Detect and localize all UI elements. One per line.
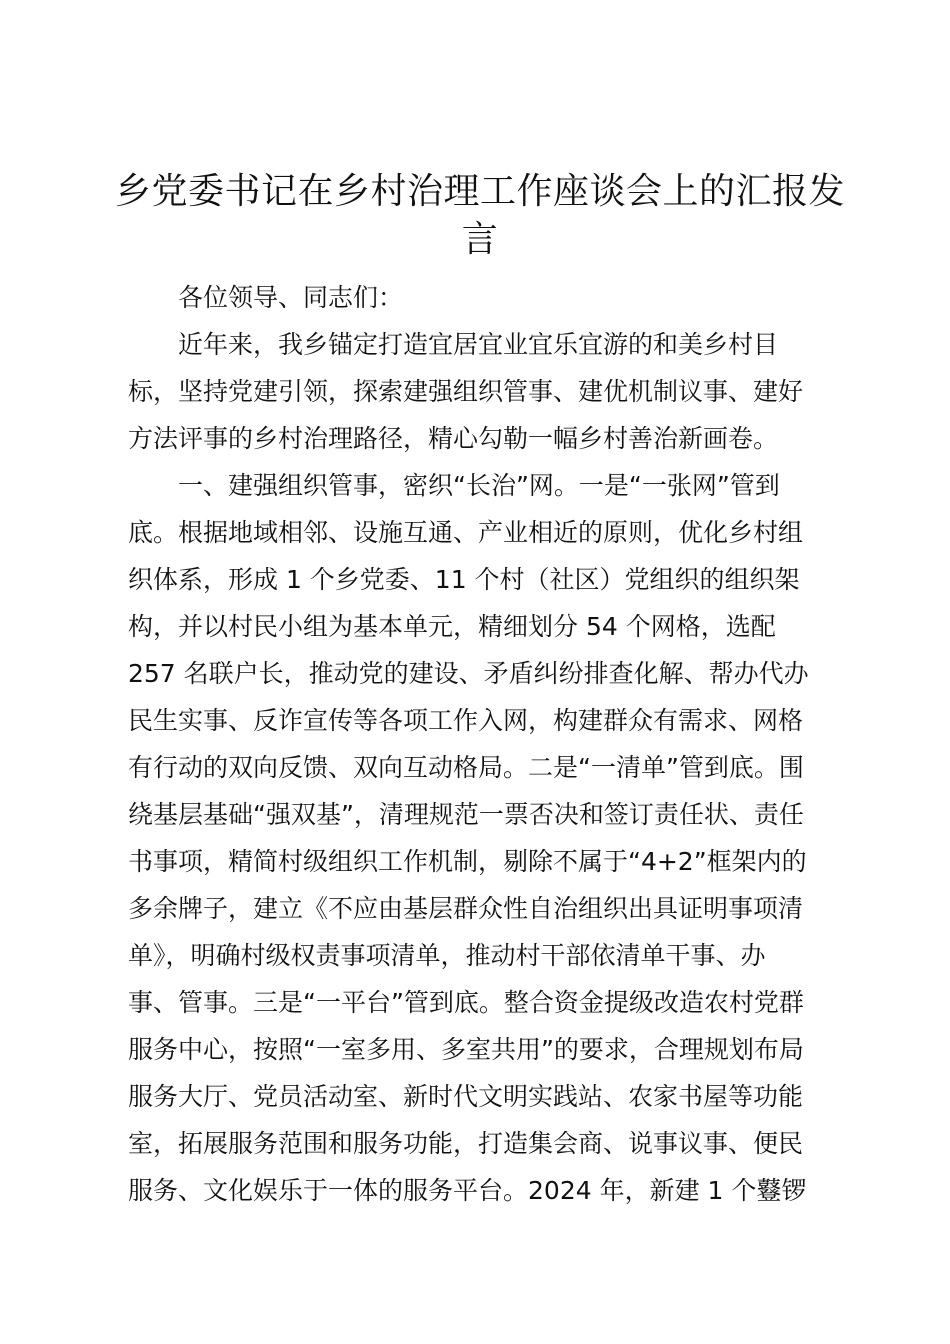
paragraph-line: 方法评事的乡村治理路径，精心勾勒一幅乡村善治新画卷。 bbox=[128, 424, 779, 453]
paragraph-line: 服务中心，按照“一室多用、多室共用”的要求，合理规划布局 bbox=[128, 1035, 804, 1064]
paragraph-line: 标，坚持党建引领，探索建强组织管事、建优机制议事、建好 bbox=[128, 377, 804, 406]
paragraph-line: 室，拓展服务范围和服务功能，打造集会商、说事议事、便民 bbox=[128, 1129, 804, 1158]
paragraph-line: 一、建强组织管事，密织“长治”网。一是“一张网”管到 bbox=[178, 471, 780, 500]
document-body bbox=[128, 274, 828, 1214]
paragraph-line: 257 名联户长，推动党的建设、矛盾纠纷排查化解、帮办代办 bbox=[128, 659, 809, 688]
paragraph-line: 民生实事、反诈宣传等各项工作入网，构建群众有需求、网格 bbox=[128, 706, 804, 735]
title-line-2: 言 bbox=[461, 219, 499, 260]
paragraph-line: 绕基层基础“强双基”，清理规范一票否决和签订责任状、责任 bbox=[128, 800, 804, 829]
paragraph-line: 构，并以村民小组为基本单元，精细划分 54 个网格，选配 bbox=[128, 612, 776, 641]
title-line-1: 乡党委书记在乡村治理工作座谈会上的汇报发 bbox=[114, 171, 845, 212]
paragraph-line: 服务大厅、党员活动室、新时代文明实践站、农家书屋等功能 bbox=[128, 1082, 804, 1111]
paragraph-line: 多余牌子，建立《不应由基层群众性自治组织出具证明事项清 bbox=[128, 894, 804, 923]
salutation-line: 各位领导、同志们： bbox=[178, 283, 404, 312]
paragraph-line: 书事项，精简村级组织工作机制，剔除不属于“4+2”框架内的 bbox=[128, 847, 807, 876]
document-title bbox=[110, 168, 850, 264]
paragraph-line: 事、管事。三是“一平台”管到底。整合资金提级改造农村党群 bbox=[128, 988, 804, 1017]
paragraph-line: 有行动的双向反馈、双向互动格局。二是“一清单”管到底。围 bbox=[128, 753, 804, 782]
paragraph-line: 单》，明确村级权责事项清单，推动村干部依清单干事、办 bbox=[128, 941, 766, 970]
paragraph-line: 近年来，我乡锚定打造宜居宜业宜乐宜游的和美乡村目 bbox=[178, 330, 779, 359]
paragraph-line: 服务、文化娱乐于一体的服务平台。2024 年，新建 1 个鼟锣 bbox=[128, 1176, 807, 1205]
paragraph-line: 底。根据地域相邻、设施互通、产业相近的原则，优化乡村组 bbox=[128, 518, 804, 547]
paragraph-line: 织体系，形成 1 个乡党委、11 个村（社区）党组织的组织架 bbox=[128, 565, 800, 594]
